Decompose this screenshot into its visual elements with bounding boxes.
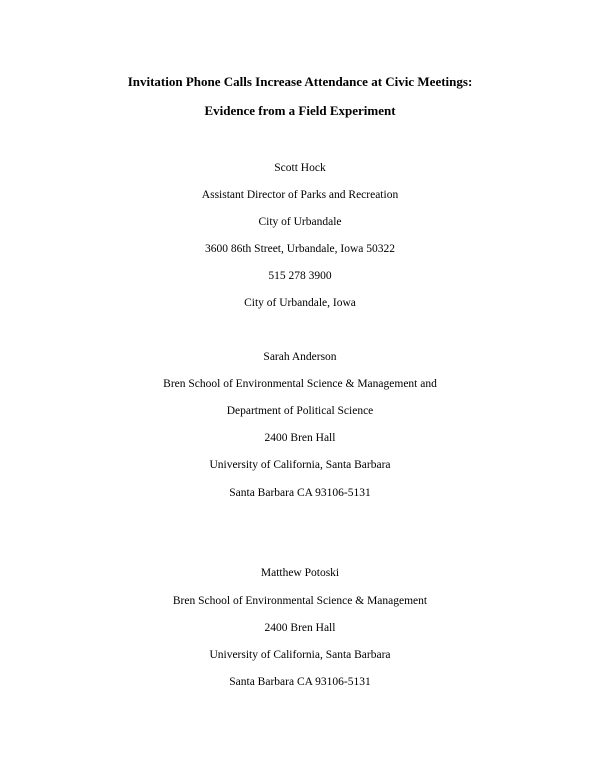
title-line-2: Evidence from a Field Experiment (204, 103, 396, 118)
title-line-1: Invitation Phone Calls Increase Attendance at Civic Meetings: (127, 74, 473, 89)
author-affiliation-line: University of California, Santa Barbara (209, 459, 391, 471)
author-name: Scott Hock (274, 162, 326, 174)
author-name: Sarah Anderson (263, 351, 337, 363)
author-affiliation-line: Assistant Director of Parks and Recreation (201, 189, 399, 201)
author-affiliation-line: Bren School of Environmental Science & Management (172, 595, 428, 607)
author-address-line: Santa Barbara CA 93106-5131 (229, 676, 371, 688)
author-name: Matthew Potoski (260, 567, 340, 579)
author-phone-line: 515 278 3900 (268, 270, 332, 282)
author-affiliation-line: Bren School of Environmental Science & Management and (163, 378, 437, 390)
author-affiliation-line: City of Urbandale (258, 216, 342, 228)
author-address-line: 3600 86th Street, Urbandale, Iowa 50322 (204, 243, 396, 255)
author-address-line: 2400 Bren Hall (264, 622, 336, 634)
author-affiliation-line: City of Urbandale, Iowa (244, 297, 356, 309)
author-affiliation-line: Department of Political Science (226, 405, 374, 417)
author-address-line: 2400 Bren Hall (264, 432, 336, 444)
author-address-line: Santa Barbara CA 93106-5131 (229, 487, 371, 499)
author-affiliation-line: University of California, Santa Barbara (209, 649, 391, 661)
